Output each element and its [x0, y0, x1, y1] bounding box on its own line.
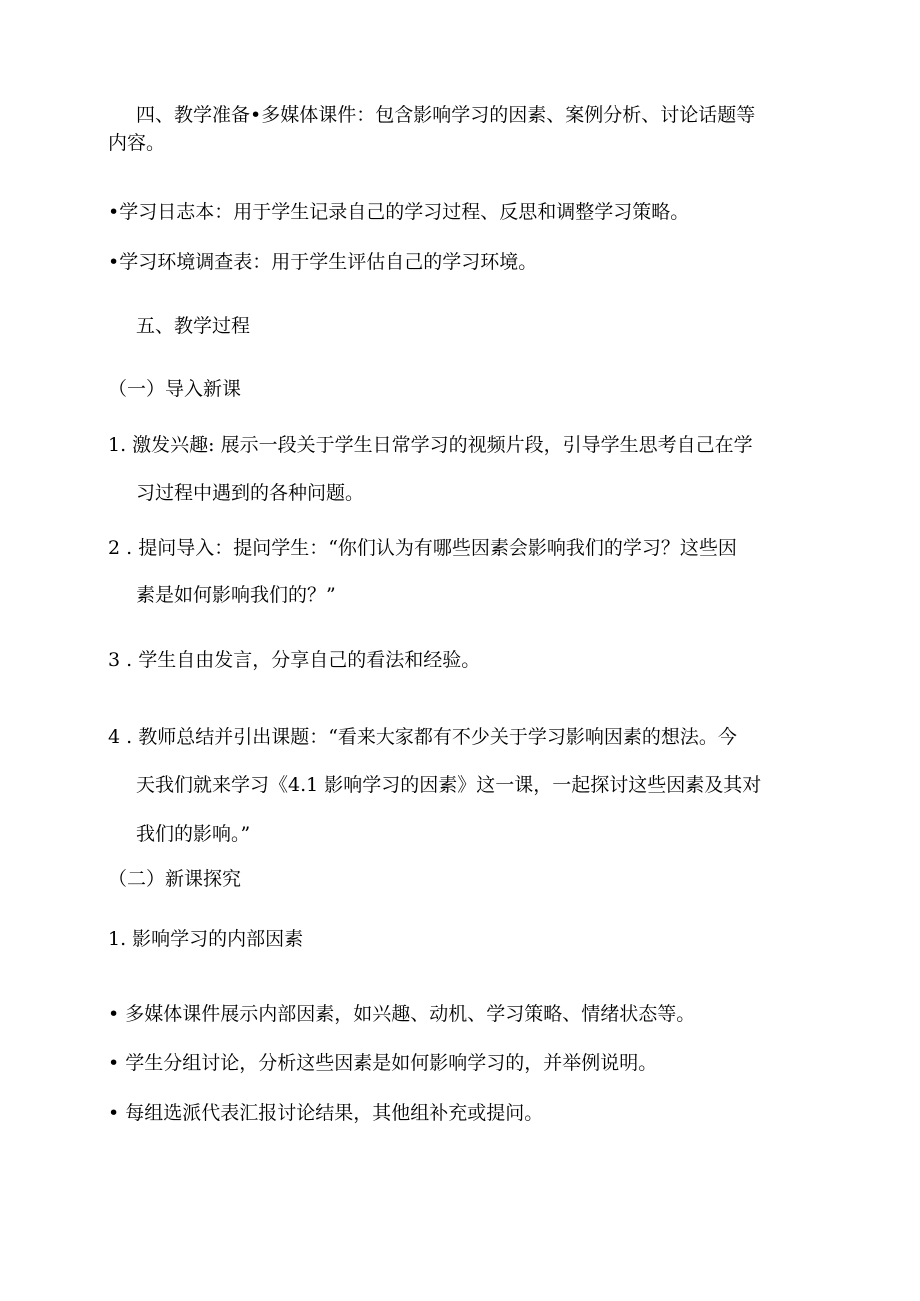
step4-line-1: 4 . 教师总结并引出课题：“看来大家都有不少关于学习影响因素的想法。今 [108, 726, 737, 748]
step2-line-2: 素是如何影响我们的？” [136, 584, 336, 606]
part1-heading: （一）导入新课 [108, 378, 242, 400]
prep-line-2: 内容。 [108, 132, 166, 154]
prep-line-1: 四、教学准备•多媒体课件：包含影响学习的因素、案例分析、讨论话题等 [136, 104, 756, 126]
step3-line-1: 3 . 学生自由发言，分享自己的看法和经验。 [108, 649, 481, 671]
step1-line-1: 1. 激发兴趣: 展示一段关于学生日常学习的视频片段，引导学生思考自己在学 [108, 434, 753, 456]
step4-line-2: 天我们就来学习《4.1 影响学习的因素》这一课，一起探讨这些因素及其对 [136, 774, 762, 796]
list-item: • 每组选派代表汇报讨论结果，其他组补充或提问。 [108, 1102, 544, 1124]
process-heading: 五、教学过程 [136, 315, 251, 337]
list-item: • 学生分组讨论，分析这些因素是如何影响学习的，并举例说明。 [108, 1052, 658, 1074]
step4-line-3: 我们的影响。” [136, 823, 251, 845]
prep-item-survey: •学习环境调查表：用于学生评估自己的学习环境。 [108, 251, 538, 273]
step2-line-1: 2 . 提问导入：提问学生：“你们认为有哪些因素会影响我们的学习？这些因 [108, 537, 737, 559]
step1-line-2: 习过程中遇到的各种问题。 [136, 482, 365, 504]
list-item: • 多媒体课件展示内部因素，如兴趣、动机、学习策略、情绪状态等。 [108, 1003, 696, 1025]
prep-item-log: •学习日志本：用于学生记录自己的学习过程、反思和调整学习策略。 [108, 201, 690, 223]
part2-heading: （二）新课探究 [108, 868, 242, 890]
sub1-heading: 1. 影响学习的内部因素 [108, 928, 304, 950]
